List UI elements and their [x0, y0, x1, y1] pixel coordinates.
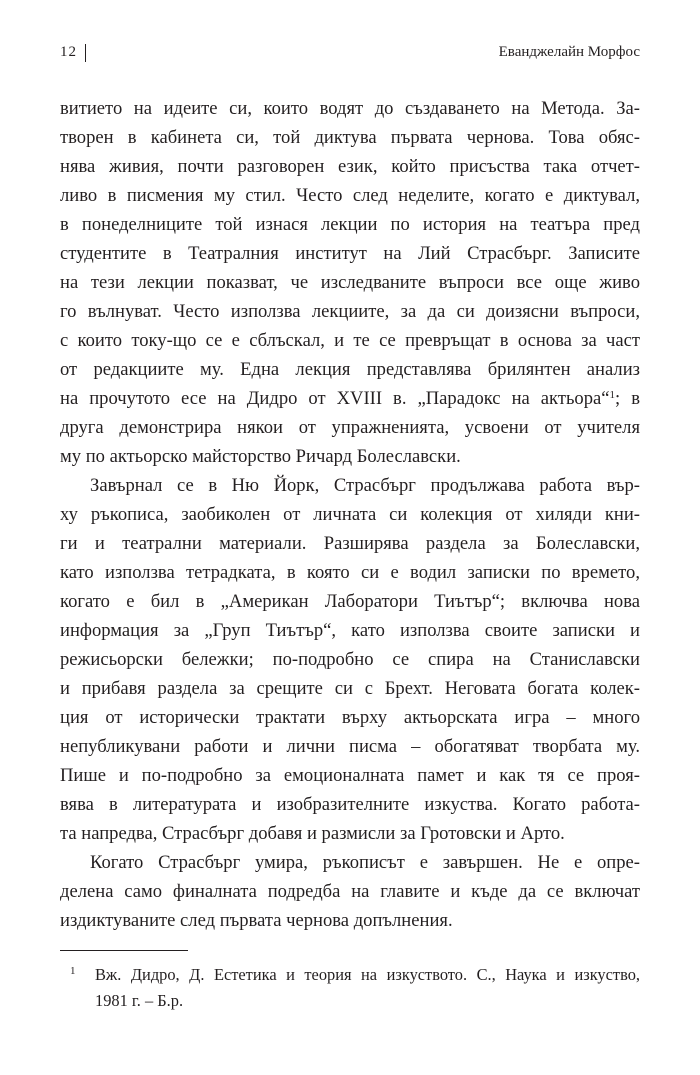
text-line: в понеделниците той изнася лекции по история на театъра пред — [60, 214, 640, 235]
text-line: Пише и по-подробно за емоционалната памет и как тя се проя- — [60, 765, 640, 786]
text-line: издиктуваните след първата чернова допълнения. — [60, 910, 453, 931]
text-line: режисьорски бележки; по-подробно се спира на Станиславски — [60, 649, 640, 670]
footnote-divider — [60, 950, 188, 951]
text-line: на тези лекции показват, че изследваните въпроси все още живо — [60, 272, 640, 293]
footnote-mark: 1 — [70, 965, 76, 977]
header-divider — [85, 44, 86, 62]
text-line-with-footnote — [60, 384, 640, 413]
footnote-text: Вж. Дидро, Д. Естетика и теория на изкуството. С., Наука и изкуство, — [95, 965, 640, 984]
text-line: го вълнуват. Често използва лекциите, за да си доизясни въпроси, — [60, 301, 640, 322]
text-line: витието на идеите си, които водят до създаването на Метода. За- — [60, 98, 640, 119]
page-header — [60, 44, 640, 66]
paragraph-2 — [60, 471, 640, 848]
text-line: ция от исторически трактати върху актьорската игра – много — [60, 707, 640, 728]
text-line: делена само финалната подредба на главите и къде да се включат — [60, 881, 640, 902]
text-line: когато е бил в „Американ Лаборатори Тиътър“; включва нова — [60, 591, 640, 612]
text-line: творен в кабинета си, той диктува първата чернова. Това обяс- — [60, 127, 640, 148]
footnote-reference[interactable]: 1 — [609, 389, 616, 401]
text-line: друга демонстрира някои от упражненията, усвоени от учителя — [60, 417, 640, 438]
text-line: нява живия, почти разговорен език, който присъства така отчет- — [60, 156, 640, 177]
text-line: непубликувани работи и лични писма – обогатяват творбата му. — [60, 736, 640, 757]
paragraph-3 — [60, 848, 640, 935]
text-line: студентите в Театралния институт на Лий Страсбърг. Записите — [60, 243, 640, 264]
text-line: Когато Страсбърг умира, ръкописът е завършен. Не е опре- — [90, 852, 640, 873]
running-head-author: Еванджелайн Морфос — [498, 44, 640, 60]
footnote — [60, 962, 640, 1014]
text-line: информация за „Груп Тиътър“, като използва своите записки и — [60, 620, 640, 641]
text-line: ху ръкописа, заобиколен от личната си колекция от хиляди кни- — [60, 504, 640, 525]
text-line: с които току-що се е сблъскал, и те се превръщат в основа за част — [60, 330, 640, 351]
text-line: ливо в писмения му стил. Често след неделите, когато е диктувал, — [60, 185, 640, 206]
body-text — [60, 94, 640, 935]
text-segment: ; в — [615, 388, 641, 409]
text-segment: на прочутото есе на Дидро от XVIII в. „Парадокс на актьора“ — [60, 388, 610, 409]
text-line: ги и театрални материали. Разширява раздела за Болеславски, — [60, 533, 640, 554]
text-line: Завърнал се в Ню Йорк, Страсбърг продължава работа вър- — [90, 475, 640, 496]
page-number: 12 — [60, 44, 77, 60]
text-line: та напредва, Страсбърг добавя и размисли за Гротовски и Арто. — [60, 823, 565, 844]
text-line: от редакциите му. Една лекция представлява брилянтен анализ — [60, 359, 640, 380]
text-line: и прибавя раздела за срещите си с Брехт. Неговата богата колек- — [60, 678, 640, 699]
footnote-line: 1981 г. – Б.р. — [95, 991, 184, 1010]
footnote-line — [60, 962, 640, 988]
text-line: му по актьорско майсторство Ричард Болеславски. — [60, 446, 461, 467]
paragraph-1 — [60, 94, 640, 471]
text-line: вява в литературата и изобразителните изкуства. Когато работа- — [60, 794, 640, 815]
text-line: като използва тетрадката, в която си е водил записки по времето, — [60, 562, 640, 583]
